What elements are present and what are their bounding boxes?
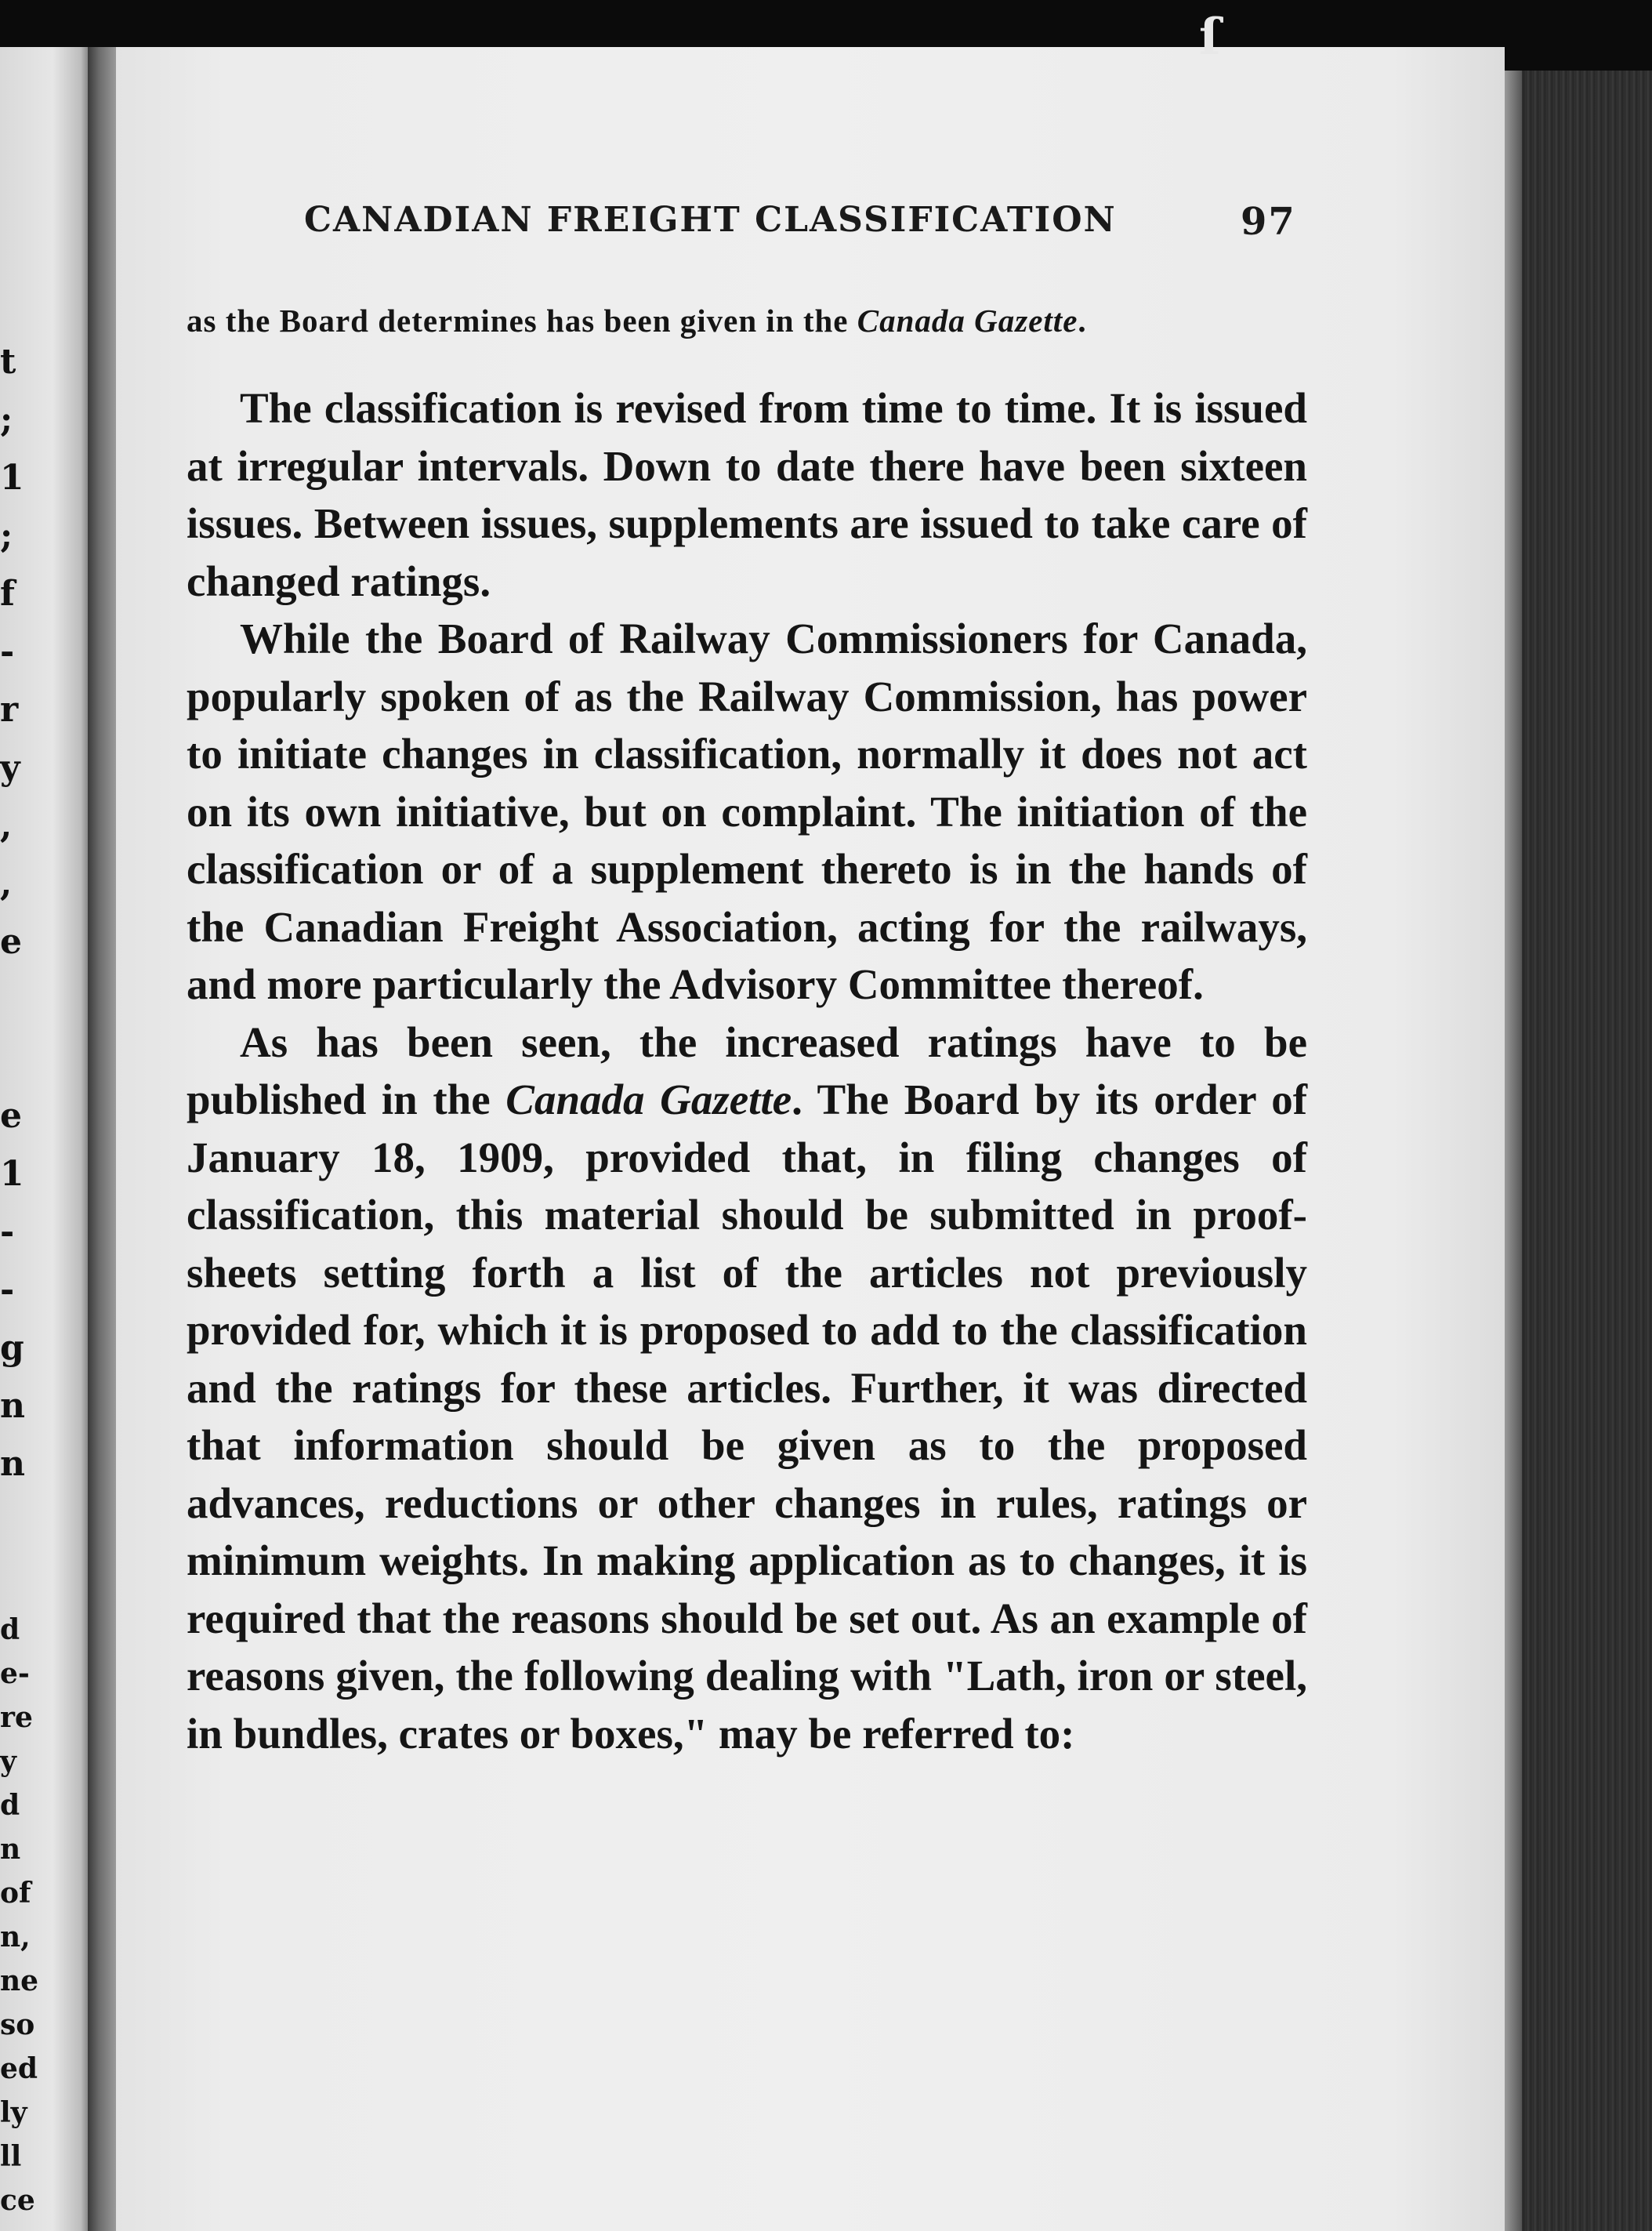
left-line-end: n, — [0, 1921, 31, 1953]
left-line-end: , — [0, 806, 13, 846]
left-line-end: - — [0, 1270, 15, 1310]
left-line-end: ne — [0, 1964, 39, 1997]
text-run: . — [1078, 303, 1087, 339]
left-line-end: so — [0, 2008, 35, 2041]
left-line-gap — [0, 971, 24, 1087]
paragraph: The classification is revised from time to time. It is issued at irregular intervals. Down to date there have been sixteen issues. Between issues, supplements are issued to take care of changed ratings. — [187, 384, 1307, 605]
left-line-end: n — [0, 1386, 25, 1426]
left-line-end: n — [0, 1833, 21, 1866]
left-line-end: ed — [0, 2052, 38, 2085]
left-line-end: n — [0, 1444, 25, 1484]
page-number: 97 — [1241, 200, 1296, 244]
left-line-end: ly — [0, 2096, 27, 2129]
italic-title: Canada Gazette — [505, 1076, 792, 1123]
paragraph: While the Board of Railway Commissioners for Canada, popularly spoken of as the Railway Commission, has power to initiate changes in classification, normally it does not act on its own initiative, but on complaint. The initiation of the classification or of a supplement thereto is in the hands of the Canadian Freight Association, acting for the railways, and more particularly the Advisory Committee thereof. — [187, 615, 1307, 1008]
body-text — [187, 298, 1307, 1762]
text-run: . The Board by its order of January 18, 1909, provided that, in filing changes of classification, this material should be submitted in proof-sheets setting forth a list of the articles not previously provided for, which it is proposed to add to the classification and the ratings for these articles. Further, it was directed that information should be given as to the proposed advances, reductions or other changes in rules, ratings or minimum weights. In making application as to changes, it is required that the reasons should be set out. As an example of reasons given, the following dealing with "Lath, iron or steel, in bundles, crates or boxes," may be referred to: — [187, 1076, 1308, 1758]
left-line-end: ce — [0, 2184, 35, 2217]
left-line-end: 1 — [0, 1154, 24, 1194]
italic-title: Canada Gazette — [857, 303, 1078, 339]
left-line-end: r — [0, 690, 19, 730]
left-line-end: - — [0, 1212, 15, 1252]
book-gutter-shadow — [88, 47, 116, 2231]
left-line-end: y — [0, 748, 20, 788]
left-line-end: - — [0, 632, 15, 672]
top-scan-mark: ſ — [1199, 8, 1221, 67]
left-line-end: e- — [0, 1657, 30, 1690]
book-edge-highlight — [1505, 71, 1522, 2231]
left-line-end: d — [0, 1789, 20, 1822]
paragraph — [187, 1014, 1307, 1763]
left-line-gap — [0, 1493, 24, 1608]
left-line-end: ll — [0, 2140, 22, 2173]
running-head-title: CANADIAN FREIGHT CLASSIFICATION — [304, 200, 1117, 240]
book-page-edges — [1505, 71, 1652, 2231]
left-line-end: e — [0, 922, 22, 962]
left-line-end: y — [0, 1745, 16, 1778]
text-run: As has been seen, the increased ratings have to be published in the — [187, 1018, 1307, 1123]
left-line-end: g — [0, 1328, 24, 1368]
left-line-end: re — [0, 1701, 33, 1734]
left-line-end: , — [0, 864, 13, 904]
left-line-end: t — [0, 342, 16, 382]
left-line-end: e — [0, 1096, 22, 1136]
left-line-end: d — [0, 1613, 20, 1646]
text-run: as the Board determines has been given in the — [187, 303, 857, 339]
left-line-end: 1 — [0, 458, 24, 498]
left-line-end: ; — [0, 400, 13, 440]
left-line-end: f — [0, 574, 15, 614]
continued-paragraph — [187, 298, 1307, 343]
left-page-fragment — [0, 47, 88, 2231]
left-line-end: ; — [0, 516, 13, 556]
running-head — [304, 200, 1440, 244]
left-line-end: of — [0, 1877, 31, 1910]
left-page-line-endings — [0, 333, 39, 2222]
